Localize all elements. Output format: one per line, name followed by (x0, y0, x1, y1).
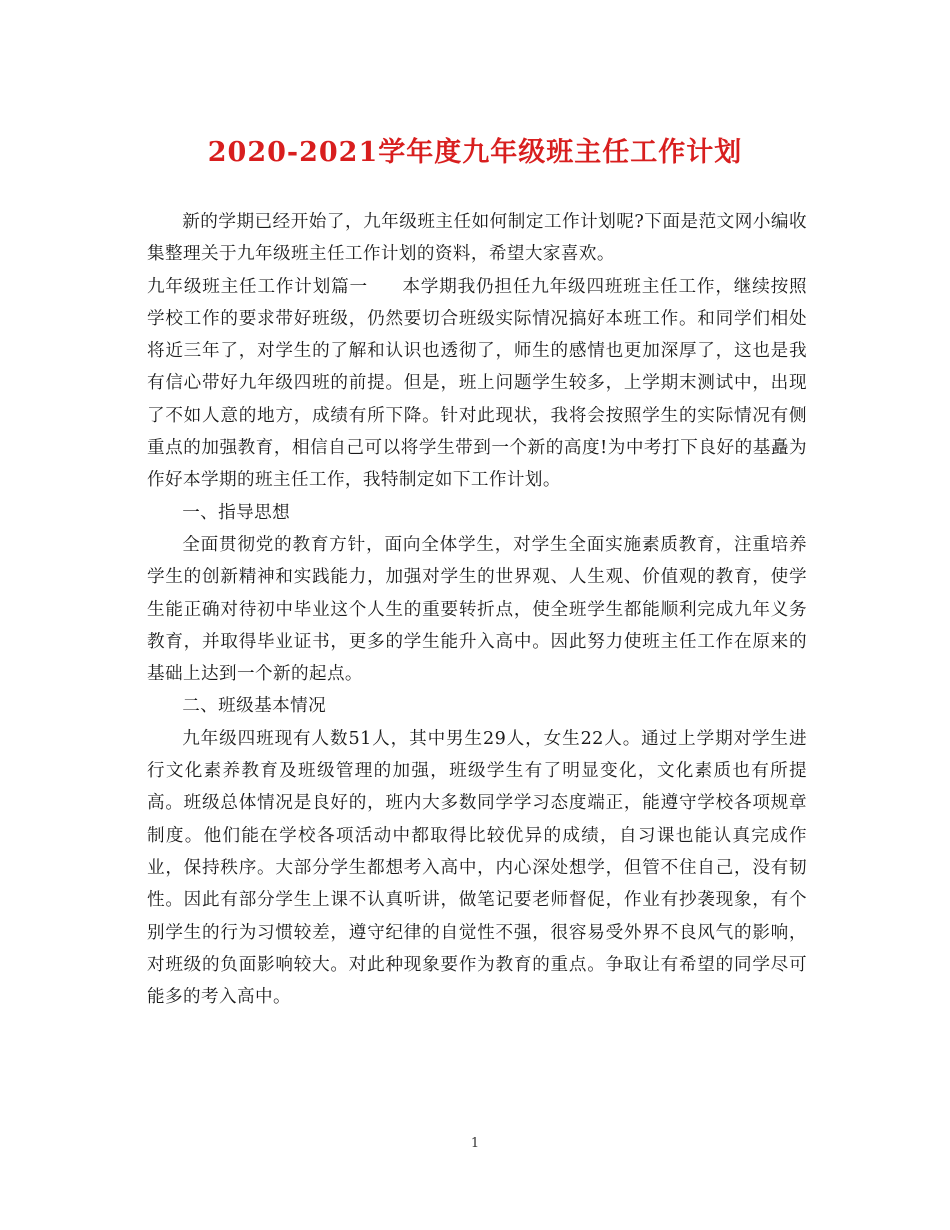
heading-class-situation: 二、班级基本情况 (182, 696, 327, 717)
document-title: 2020-2021学年度九年级班主任工作计划 (207, 137, 743, 168)
document-body (147, 206, 807, 1013)
section-label: 九年级班主任工作计划篇一 (147, 276, 368, 297)
class-situation-paragraph: 九年级四班现有人数51人，其中男生29人，女生22人。通过上学期对学生进行文化素养教育及班级管理的加强，班级学生有了明显变化，文化素质也有所提高。班级总体情况是良好的，班内大多数同学学习态度端正，能遵守学校各项规章制度。他们能在学校各项活动中都取得比较优异的成绩，自习课也能认真完成作业，保持秩序。大部分学生都想考入高中，内心深处想学，但管不住自己，没有韧性。因此有部分学生上课不认真听讲，做笔记要老师督促，作业有抄袭现象，有个别学生的行为习惯较差，遵守纪律的自觉性不强，很容易受外界不良风气的影响，对班级的负面影响较大。对此种现象要作为教育的重点。争取让有希望的同学尽可能多的考入高中。 (147, 728, 807, 1008)
intro-paragraph: 新的学期已经开始了，九年级班主任如何制定工作计划呢?下面是范文网小编收集整理关于九年级班主任工作计划的资料，希望大家喜欢。 (147, 212, 807, 265)
plan-paragraph (147, 271, 807, 497)
guiding-ideology-paragraph: 全面贯彻党的教育方针，面向全体学生，对学生全面实施素质教育，注重培养学生的创新精神和实践能力，加强对学生的世界观、人生观、价值观的教育，使学生能正确对待初中毕业这个人生的重要转折点，使全班学生都能顺利完成九年义务教育，并取得毕业证书，更多的学生能升入高中。因此努力使班主任工作在原来的基础上达到一个新的起点。 (147, 534, 807, 685)
heading-guiding-ideology: 一、指导思想 (182, 502, 291, 523)
page-number: 1 (470, 1136, 480, 1151)
plan-paragraph-text: 本学期我仍担任九年级四班班主任工作，继续按照学校工作的要求带好班级，仍然要切合班级实际情况搞好本班工作。和同学们相处将近三年了，对学生的了解和认识也透彻了，师生的感情也更加深厚了，这也是我有信心带好九年级四班的前提。但是，班上问题学生较多，上学期末测试中，出现了不如人意的地方，成绩有所下降。针对此现状，我将会按照学生的实际情况有侧重点的加强教育，相信自己可以将学生带到一个新的高度!为中考打下良好的基矗为作好本学期的班主任工作，我特制定如下工作计划。 (147, 276, 807, 491)
